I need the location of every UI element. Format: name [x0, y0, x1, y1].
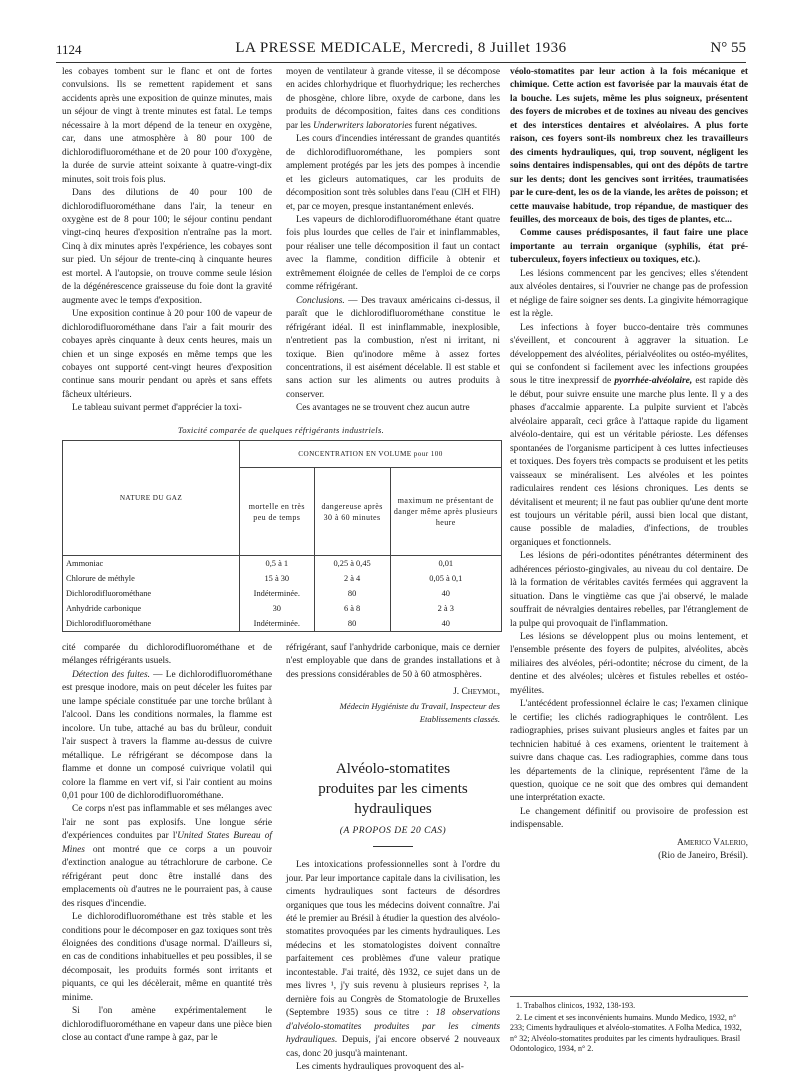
- paragraph: cité comparée du dichlorodifluorométhane et de mélanges réfrigérants usuels.: [62, 643, 272, 667]
- cell: 30: [240, 601, 315, 616]
- table-row: [63, 556, 502, 572]
- gas-name: Anhydride carbonique: [63, 601, 240, 616]
- column-2-top: [286, 66, 500, 416]
- pyorrhee-italic: pyorrhée-alvéolaire,: [614, 376, 693, 387]
- table-row: [63, 586, 502, 601]
- paragraph: Ces avantages ne se trouvent chez aucun autre: [296, 403, 470, 414]
- cell: 80: [314, 586, 390, 601]
- toxicity-table: [62, 440, 502, 632]
- article-title-line1: Alvéolo-stomatites: [335, 760, 451, 777]
- table-caption: Toxicité comparée de quelques réfrigérants industriels.: [177, 425, 385, 435]
- cell: 2 à 4: [314, 571, 390, 586]
- author-name: Americo Valerio,: [677, 837, 748, 848]
- cell: 80: [314, 616, 390, 632]
- cell: 40: [390, 616, 501, 632]
- paragraph: Comme causes prédisposantes, il faut faire une place importante au terrain organique (syphilis, état pré-tuberculeux, foyers infectieux ou toxiques, etc.).: [510, 228, 748, 266]
- paragraph: moyen de ventilateur à grande vitesse, il se décompose en acides chlorhydrique et fluorhydrique; les recherches de phosgène, chlore libre, oxyde de carbone, dans les produits de décomposition, faites dans ces conditions par les Underwriters laboratories furent négatives.: [286, 67, 500, 131]
- cell: 2 à 3: [390, 601, 501, 616]
- table-header-row: [63, 441, 502, 468]
- paragraph: Les lésions de péri-odontites pénétrantes déterminent des adhérences périosto-gingivales, au niveau du col dentaire. De là la formation de véritables cavités fermées qui aggravent la situation. Dans le vingtième cas que j'ai observé, le malade souffrait de névralgies dentaires rebelles, par l'étranglement de la pulpe qui provoquait de l'inflammation.: [510, 551, 748, 629]
- paragraph: Les intoxications professionnelles sont à l'ordre du jour. Par leur importance capitale dans la civilisation, les ciments hydrauliques sont facteurs de désordres organiques que tous les médecins doivent connaître. J'ai été le premier au Brésil à étudier la question des alvéolo-stomatites provoquées par les ciments hydrauliques. Les médecins et les stomatologistes doivent connaître parfaitement ces problèmes d'une valeur pratique incontestable. J'ai traité, dès 1932, ce sujet dans un de mes livres ¹, j'y suis revenu à plusieurs reprises ², la dernière fois au Congrès de Stomatologie de Bruxelles (Septembre 1935) sous ce titre : 18 observations d'alvéolo-stomatites produites par les ciments hydrauliques. Depuis, j'ai encore observé 2 nouveaux cas, donc 20 jusqu'à maintenant.: [286, 860, 501, 1059]
- signature-cheymol: [286, 686, 500, 726]
- cell: 6 à 8: [314, 601, 390, 616]
- title-rule: [373, 846, 413, 847]
- congress-title-italic: 18 observations d'alvéolo-stomatites produites par les ciments hydrauliques.: [286, 1008, 501, 1046]
- underwriters-italic: Underwriters laboratories: [313, 120, 413, 131]
- author-place: (Rio de Janeiro, Brésil).: [658, 851, 748, 862]
- col-mortelle: mortelle en très peu de temps: [240, 468, 315, 556]
- paragraph: L'antécédent professionnel éclaire le cas; l'examen clinique le certifie; les clichés radiographiques le contrôlent. Les radiographies, prises suivant plusieurs angles et faites par un technicien habitué à ces examens, orientent le traitement à suivre dans chaque cas. Les radiographies, comme dans tous les départements de la clinique, représentent l'âme de la question, quoique ce ne soit que des ombres qui demandent une interprétation exacte.: [510, 699, 748, 804]
- footnote: 2. Le ciment et ses inconvénients humains. Mundo Medico, 1932, n° 233; Ciments hydrauliques et alvéolo-stomatites. A Folha Medica, 1932, n° 32; Alvéolo-stomatites produites par les ciments hydrauliques. Brasil Odontologico, 1934, n° 2.: [510, 1012, 742, 1054]
- cell: 15 à 30: [240, 571, 315, 586]
- paragraph: Les lésions commencent par les gencives; elles s'étendent aux alvéoles dentaires, si l'ouvrier ne change pas de profession et néglige de faire soigner ses dents. La gingivite hémorragique est la règle.: [510, 268, 748, 320]
- article-title-line2: produites par les ciments hydrauliques: [318, 780, 468, 817]
- article-subtitle: (A PROPOS DE 20 CAS): [339, 825, 447, 836]
- cell: 0,01: [390, 556, 501, 572]
- column-2-bottom: [286, 642, 501, 1072]
- journal-title: [56, 40, 746, 57]
- signature-valerio: [510, 837, 748, 864]
- column-1-bottom: [62, 642, 272, 1062]
- column-1-top: [62, 66, 272, 416]
- issue-number: N° 55: [710, 40, 746, 56]
- paragraph: Les cours d'incendies intéressant de grandes quantités de dichlorodifluorométhane, les pompiers sont amplement protégés par les jets des pompes à incendie et les gicleurs automatiques, car les produits de décomposition sont très solubles dans l'eau (ClH et FlH) et, par ce moyen, presque instantanément enlevés.: [286, 134, 500, 212]
- paragraph: Ce corps n'est pas inflammable et ses mélanges avec l'air ne sont pas explosifs. Une longue série d'expériences conduites par l'United States Bureau of Mines ont montré que ce corps a un pouvoir d'extinction analogue au tétrachlorure de carbone. Ce réfrigérant peut donc être installé dans des emplacements où d'autres ne le pourraient pas, à cause des risques d'incendie.: [62, 804, 273, 909]
- cell: 40: [390, 586, 501, 601]
- table-row: [63, 616, 502, 632]
- footnote: 1. Trabalhos clinicos, 1932, 138-193.: [516, 1001, 636, 1010]
- gas-name: Dichlorodifluorométhane: [63, 616, 240, 632]
- cell: 0,5 à 1: [240, 556, 315, 572]
- gas-name: Chlorure de méthyle: [63, 571, 240, 586]
- paragraph: Une exposition continue à 20 pour 100 de vapeur de dichlorodifluorométhane dans l'air a fait mourir des cobayes après cinquante à deux cents heures, mais un chien et un singe exposés en même temps que les cobayes ont supporté cent-vingt heures d'exposition continue sans mourir pendant ou après et sans effets fâcheux ultérieurs.: [62, 309, 272, 400]
- paragraph: Les vapeurs de dichlorodifluorométhane étant quatre fois plus lourdes que celles de l'air et ininflammables, pour réaliser une telle décomposition il faut un contact avec la flamme, condition difficile à obtenir et extrêmement éloignée de celles de l'emploi de ce corps comme réfrigérant.: [286, 214, 500, 293]
- paragraph: Conclusions. — Des travaux américains ci-dessus, il paraît que le dichlorodifluorométhane constitue le réfrigérant idéal. Il est ininflammable, inexplosible, n'entretient pas la combustion, n'est ni irritant, ni toxique. Bien qu'inodore même à assez fortes concentrations, il est aisément décelable. Il est stable et sans action sur les aliments ou autres produits à conserver.: [286, 295, 501, 400]
- col-dangereuse: dangereuse après 30 à 60 minutes: [314, 468, 390, 556]
- cell: Indéterminée.: [240, 586, 315, 601]
- col-nature: NATURE DU GAZ: [63, 441, 240, 556]
- paragraph: Si l'on amène expérimentalement le dichlorodifluorométhane en vapeur dans une pièce bien close au contact d'une rampe à gaz, par le: [62, 1006, 272, 1044]
- article-header: [286, 759, 500, 847]
- col-group: CONCENTRATION EN VOLUME pour 100: [240, 441, 502, 468]
- table-row: [63, 601, 502, 616]
- issue-date: Mercredi, 8 Juillet 1936: [410, 40, 567, 56]
- paragraph: Détection des fuites. — Le dichlorodifluorométhane est presque inodore, mais on peut déceler les fuites par une lampe spéciale constituée par une torche brûlant à l'alcool. Dans les conditions normales, la flamme est incolore. Un tube, attaché au bas du brûleur, conduit l'air suspect à travers la flamme au-dessus de cuivre métallique. Le réfrigérant se décompose dans la flamme et donne un composé cuivrique volatil qui colore la flamme en vert vif, si l'air contient au moins 0,01 pour 100 de dichlorodifluorométhane.: [62, 669, 272, 801]
- cell: Indéterminée.: [240, 616, 315, 632]
- table-row: [63, 571, 502, 586]
- col-maximum: maximum ne présentant de danger même après plusieurs heure: [390, 468, 501, 556]
- paragraph: Les lésions se développent plus ou moins lentement, et l'ensemble présente des foyers de pulpites, alvéolites, abcès miliaires des alvéoles, péri-odontite; nécrose du ciment, de la dentine et des alvéoles; ulcères et fistules rebelles et ostéo-myélites.: [510, 632, 748, 696]
- paragraph: Dans des dilutions de 40 pour 100 de dichlorodifluorométhane dans l'air, la teneur en oxygène est de 8 pour 100; le séjour continu pendant vingt-cinq heures d'exposition n'entraîne pas la mort. Cinq à dix minutes après l'expérience, les cobayes sont sur pied. Un séjour de trente-cinq à cinquante heures est mortel. A l'autopsie, on trouve comme seule lésion de la dégénérescence graisseuse du foie dont la gravité augmente avec le temps d'exposition.: [62, 188, 272, 306]
- paragraph: les cobayes tombent sur le flanc et ont de fortes convulsions. Ils se remettent rapidement et sans accidents après une exposition de quinze minutes, mais un séjour de vingt à trente minutes est fatal. Le temps nécessaire à la mort dépend de la teneur en oxygène, car, dans une atmosphère à 80 pour 100 de dichlorodifluorométhane et de 20 pour 100 d'oxygène, la durée de survie atteint soixante à quatre-vingt-dix minutes, soit trois fois plus.: [62, 67, 272, 185]
- running-header: [56, 40, 746, 63]
- conclusions-heading: Conclusions.: [296, 295, 345, 306]
- paragraph: véolo-stomatites par leur action à la fois mécanique et chimique. Cette action est favorisée par la mauvais état de la bouche. Les sujets, même les plus soigneux, présentent des foyers de microbes et de toxines au niveau des gencives et des interstices dentaires et alvéolaires. A plus forte raison, ces foyers sont-ils nombreux chez les travailleurs des ciments hydrauliques, qui, trop souvent, négligent les soins dentaires indispensables, qui ont des dépôts de tartre sur les dents; dont les gencives sont irritées, traumatisées par le cure-dent, les os de la viande, les arêtes de poisson; et cette mauvaise habitude, trop répandue, de mastiquer des feuilles, des morceaux de bois, des tiges de plantes, etc...: [510, 67, 748, 225]
- author-name: J. Cheymol,: [453, 687, 500, 698]
- detection-heading: Détection des fuites.: [72, 669, 150, 680]
- paragraph: réfrigérant, sauf l'anhydride carbonique, mais ce dernier n'est employable que dans de grandes installations et à des pressions considérables de 50 à 60 atmosphères.: [286, 643, 500, 680]
- paragraph: Le changement définitif ou provisoire de profession est indispensable.: [510, 806, 748, 831]
- page-number: 1124: [56, 42, 82, 57]
- paragraph: Les ciments hydrauliques provoquent des al-: [296, 1061, 464, 1072]
- gas-name: Ammoniac: [63, 556, 240, 572]
- column-3: [510, 66, 748, 992]
- footnotes: [510, 996, 748, 1056]
- journal-name: LA PRESSE MEDICALE,: [235, 40, 407, 56]
- paragraph: Le tableau suivant permet d'apprécier la toxi-: [72, 403, 242, 414]
- author-role: Médecin Hygiéniste du Travail, Inspecteur des Etablissements classés.: [339, 700, 500, 725]
- paragraph: Les infections à foyer bucco-dentaire très communes s'éveillent, et concourent à aggraver la situation. Le développement des alvéolites, périalvéolites ou ostéo-myélites, qui se confondent si facilement avec les infections groupées sous le titre inexpressif de pyorrhée-alvéolaire, est rapide dès le début, pour suivre ensuite une marche plus lente. Il y a des phases d'accalmie apparente. La pulpite survient et l'abcès alvéolaire apparaît, ceci grâce à l'attaque rapide du ligament alvéolo-dentaire, qui est un véritable périoste. Les défenses spontanées de l'organisme participent à ces luttes infectieuses et toxiques. Des foyers très compacts se produisent et les petits vaisseaux se minéralisent. Les alvéoles et les pointes radiculaires rendent ces lésions chroniques. Les dents se dévitalisent et meurent; il ne faut pas oublier qu'une dent morte est toujours un véritable péril, aussi bien local que distant, cause possible de maladies, d'infections, de troubles organiques et fonctionnels.: [510, 322, 749, 548]
- paragraph: Le dichlorodifluorométhane est très stable et les conditions pour le décomposer en gaz toxiques sont très éloignées des conditions d'usage normal. D'ailleurs si, en cas de conditions inhabituelles et peu possibles, il se décomposait, les produits formés sont irritants et piquants, ce qui les décèlerait, même en quantité très minime.: [62, 912, 272, 1003]
- cell: 0,05 à 0,1: [390, 571, 501, 586]
- cell: 0,25 à 0,45: [314, 556, 390, 572]
- bureau-italic: United States Bureau of Mines: [62, 831, 272, 855]
- gas-name: Dichlorodifluorométhane: [63, 586, 240, 601]
